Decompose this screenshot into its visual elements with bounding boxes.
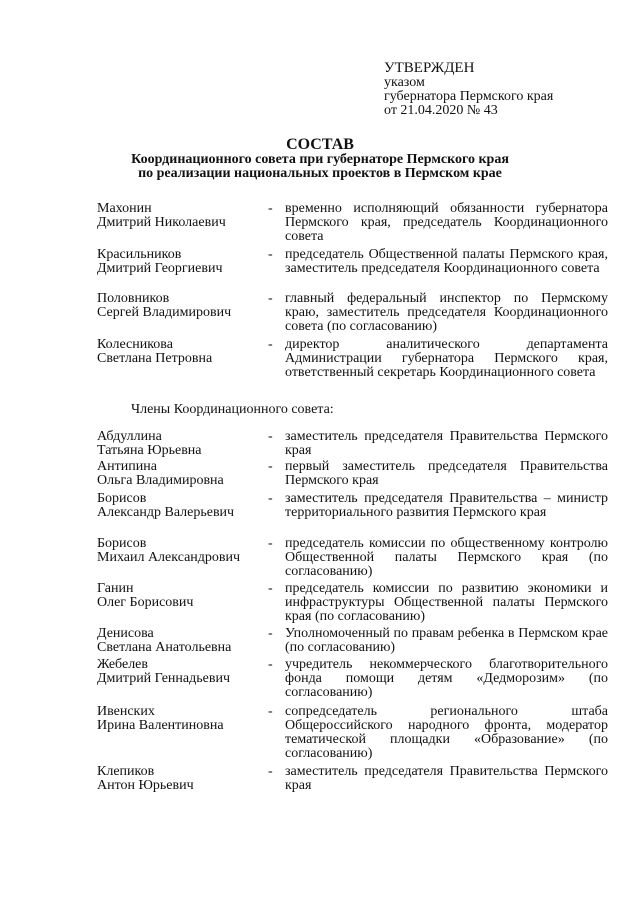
member-surname: Колесникова [97, 337, 173, 352]
member-surname: Красильников [97, 247, 182, 262]
member-given-name: Ольга Владимировна [97, 473, 224, 488]
dash-separator: - [268, 459, 273, 474]
dash-separator: - [268, 491, 273, 506]
dash-separator: - [268, 704, 273, 719]
member-given-name: Дмитрий Николаевич [97, 215, 226, 230]
member-role: временно исполняющий обязанности губернатора Пермского края, председатель Координационного совета [285, 201, 608, 244]
member-role: сопредседатель регионального штаба Общероссийского народного фронта, модератор тематической площадки «Образование» (по согласованию) [285, 704, 608, 761]
member-role: Уполномоченный по правам ребенка в Пермском крае (по согласованию) [285, 626, 608, 655]
member-name [97, 202, 262, 230]
member-surname: Махонин [97, 201, 152, 216]
member-surname: Ганин [97, 581, 134, 596]
member-given-name: Светлана Анатольевна [97, 640, 232, 655]
member-surname: Борисов [97, 536, 147, 551]
approval-line: указом [384, 75, 425, 90]
approval-stamp [384, 60, 624, 118]
member-surname: Денисова [97, 626, 154, 641]
member-role: председатель комиссии по общественному контролю Общественной палаты Пермского края (по согласованию) [285, 536, 608, 579]
member-name [97, 582, 262, 610]
member-surname: Абдуллина [97, 429, 162, 444]
member-given-name: Сергей Владимирович [97, 305, 232, 320]
dash-separator: - [268, 201, 273, 216]
dash-separator: - [268, 764, 273, 779]
member-name [97, 658, 262, 686]
member-given-name: Светлана Петровна [97, 351, 213, 366]
member-name [97, 492, 262, 520]
member-given-name: Татьяна Юрьевна [97, 443, 202, 458]
approval-line: губернатора Пермского края [384, 89, 554, 104]
member-surname: Борисов [97, 491, 147, 506]
member-given-name: Дмитрий Георгиевич [97, 261, 223, 276]
document-subtitle [0, 153, 640, 181]
member-role: главный федеральный инспектор по Пермскому краю, заместитель председателя Координационного совета (по согласованию) [285, 291, 608, 334]
approval-heading: УТВЕРЖДЕН [384, 60, 475, 76]
member-role: заместитель председателя Правительства Пермского края [285, 429, 608, 458]
dash-separator: - [268, 247, 273, 262]
member-role: заместитель председателя Правительства – министр территориального развития Пермского края [285, 491, 608, 520]
member-role: председатель комиссии по развитию экономики и инфраструктуры Общественной палаты Пермского края (по согласованию) [285, 581, 608, 624]
members-heading: Члены Координационного совета: [131, 402, 334, 417]
document-title: СОСТАВ [286, 136, 354, 153]
member-surname: Половников [97, 291, 170, 306]
member-given-name: Дмитрий Геннадьевич [97, 671, 230, 686]
member-given-name: Ирина Валентиновна [97, 718, 224, 733]
dash-separator: - [268, 337, 273, 352]
member-surname: Ивенских [97, 704, 155, 719]
member-role: первый заместитель председателя Правительства Пермского края [285, 459, 608, 488]
subtitle-line: Координационного совета при губернаторе Пермского края [131, 152, 509, 167]
member-name [97, 765, 262, 793]
member-role: учредитель некоммерческого благотворительного фонда помощи детям «Дедморозим» (по согласованию) [285, 657, 608, 700]
member-role: заместитель председателя Правительства Пермского края [285, 764, 608, 793]
member-role: директор аналитического департамента Администрации губернатора Пермского края, ответственный секретарь Координационного совета [285, 337, 608, 380]
member-name [97, 338, 262, 366]
member-surname: Антипина [97, 459, 157, 474]
dash-separator: - [268, 581, 273, 596]
member-name [97, 248, 262, 276]
dash-separator: - [268, 657, 273, 672]
member-name [97, 430, 262, 458]
member-role: председатель Общественной палаты Пермского края, заместитель председателя Координационного совета [285, 247, 608, 276]
member-given-name: Михаил Александрович [97, 550, 241, 565]
member-name [97, 292, 262, 320]
member-name [97, 537, 262, 565]
member-given-name: Александр Валерьевич [97, 505, 235, 520]
dash-separator: - [268, 291, 273, 306]
member-surname: Клепиков [97, 764, 155, 779]
dash-separator: - [268, 536, 273, 551]
member-name [97, 627, 262, 655]
subtitle-line: по реализации национальных проектов в Пермском крае [138, 166, 502, 181]
member-given-name: Олег Борисович [97, 595, 194, 610]
member-name [97, 705, 262, 733]
member-name [97, 460, 262, 488]
member-given-name: Антон Юрьевич [97, 778, 194, 793]
member-surname: Жебелев [97, 657, 149, 672]
dash-separator: - [268, 626, 273, 641]
approval-line: от 21.04.2020 № 43 [384, 103, 498, 118]
dash-separator: - [268, 429, 273, 444]
